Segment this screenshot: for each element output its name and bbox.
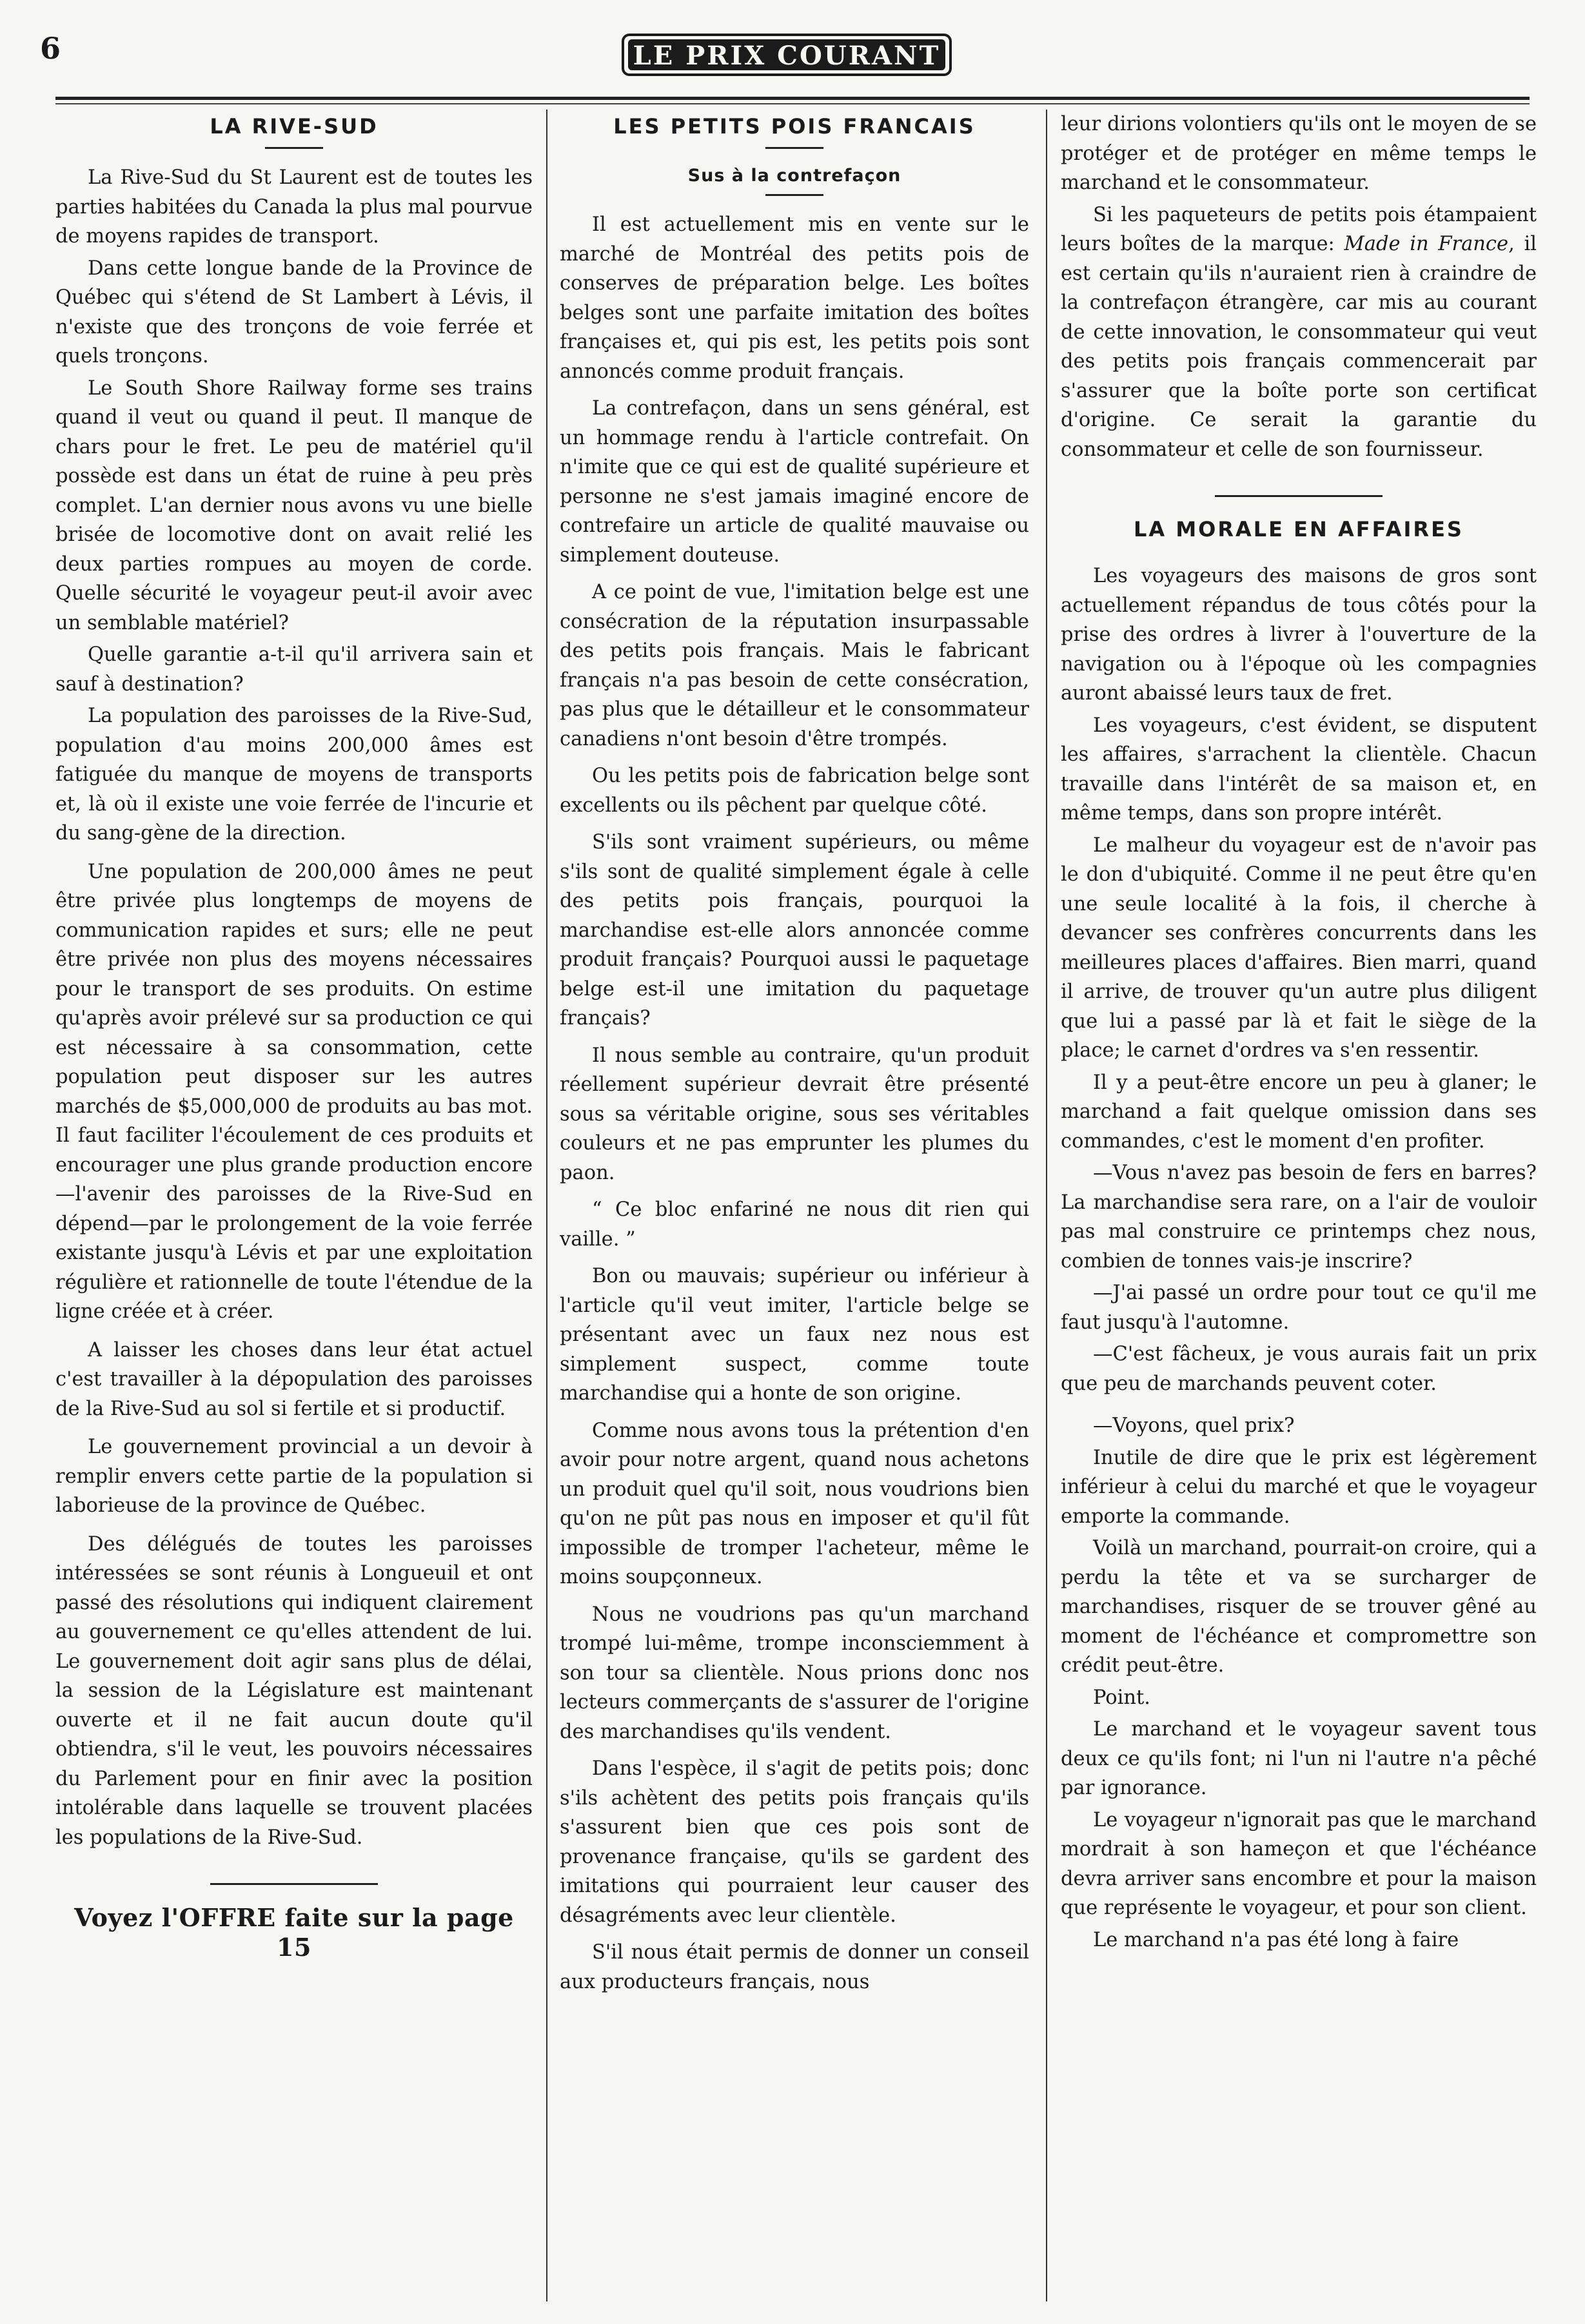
text-run: Si les paqueteurs de petits pois étampaient leurs boîtes de la marque: [1061,203,1537,255]
article-subtitle: Sus à la contrefaçon [687,166,901,186]
paragraph: La Rive-Sud du St Laurent est de toutes les parties habitées du Canada la plus mal pourvue de moyens rapides de transport. [55,166,533,248]
made-in-france-mark: Made in France [1344,233,1509,255]
header-rule [55,97,1530,100]
paragraph: Point. [1093,1686,1150,1709]
paragraph: Le voyageur n'ignorait pas que le marchand mordrait à son hameçon et que l'échéance devra arriver sans encombre et pour la maison que représente le voyageur, et pour son client. [1061,1808,1537,1919]
title-dash [765,147,823,149]
paragraph: Le South Shore Railway forme ses trains quand il veut ou quand il peut. Il manque de chars pour le fret. Le peu de matériel qu'il possède est dans un état de ruine à peu près complet. L'an dernier nous avons vu une bielle brisée de locomotive dont on avait relié les deux parties rompues au moyen de corde. Quelle sécurité le voyageur peut-il avoir avec un semblable matériel? [55,376,533,634]
subtitle-dash [765,194,823,196]
page-number: 6 [40,31,61,66]
paragraph: Le malheur du voyageur est de n'avoir pas le don d'ubiquité. Comme il ne peut être qu'en une seule localité à la fois, il cherche à devancer ses confrères concurrents dans les meilleures places d'affaires. Bien marri, quand il arrive, de trouver qu'un autre plus diligent que lui a passé par là et fait le siège de la place; le carnet d'ordres va s'en ressentir. [1061,834,1537,1062]
paragraph: Dans l'espèce, il s'agit de petits pois; donc s'ils achètent des petits pois français qu'ils s'assurent bien que ces pois sont de provenance française, qu'ils se gardent des imitations qui pourraient leur causer des désagréments avec leur clientèle. [560,1757,1029,1927]
paragraph: La population des paroisses de la Rive-Sud, population d'au moins 200,000 âmes est fatiguée du manque de moyens de transports et, là où il existe une voie ferrée de l'incurie et du sang-gène de la direction. [55,705,533,845]
masthead-logo [619,19,954,84]
column-rule [546,110,547,2301]
paragraph: Les voyageurs, c'est évident, se disputent les affaires, s'arrachent la clientèle. Chacun travaille dans l'intérêt de sa maison et, en même temps, dans son propre intérêt. [1061,714,1537,825]
column-morale-affaires [1061,110,1537,1957]
masthead-title: LE PRIX COURANT [633,41,941,71]
offer-notice: Voyez l'OFFRE faite sur la page 15 [74,1903,514,1962]
dialogue: —J'ai passé un ordre pour tout ce qu'il me faut jusqu'à l'automne. [1061,1282,1537,1334]
paragraph: A laisser les choses dans leur état actuel c'est travailler à la dépopulation des paroisses de la Rive-Sud au sol si fertile et si productif. [55,1338,533,1420]
text-run: , il est certain qu'ils n'auraient rien à craindre de la contrefaçon étrangère, car mis au courant de cette innovation, le consommateur qui veut des petits pois français commencerait par s'assurer que la boîte porte son certificat d'origine. Ce serait la garantie du consommateur et celle de son fournisseur. [1061,233,1537,461]
article-title-petits-pois: LES PETITS POIS FRANCAIS [613,114,976,139]
paragraph: S'il nous était permis de donner un conseil aux producteurs français, nous [560,1941,1029,1993]
paragraph: Quelle garantie a-t-il qu'il arrivera sain et sauf à destination? [55,643,533,696]
article-title-morale: LA MORALE EN AFFAIRES [1134,517,1464,542]
paragraph: Voilà un marchand, pourrait-on croire, qui a perdu la tête et va se surcharger de marchandises, risquer de se trouver gêné au moment de l'échéance et compromettre son crédit peut-être. [1061,1537,1537,1677]
dialogue: —C'est fâcheux, je vous aurais fait un prix que peu de marchands peuvent coter. [1061,1343,1537,1395]
paragraph: S'ils sont vraiment supérieurs, ou même s'ils sont de qualité simplement égale à celle des petits pois français, pourquoi la marchandise est-elle alors annoncée comme produit français? Pourquoi aussi le paquetage belge est-il une imitation du paquetage français? [560,831,1029,1030]
column-rule [1046,110,1047,2301]
paragraph: Comme nous avons tous la prétention d'en avoir pour notre argent, quand nous achetons un produit quel qu'il soit, nous voudrions bien qu'on ne pût pas nous en imposer et qu'il fût impossible de tromper l'acheteur, même le moins soupçonneux. [560,1419,1029,1588]
paragraph: A ce point de vue, l'imitation belge est une consécration de la réputation insurpassable des petits pois français. Mais le fabricant français n'a pas besoin de cette consécration, pas plus que le détailleur et le consommateur canadiens n'ont besoin d'être trompés. [560,581,1029,750]
paragraph: Des délégués de toutes les paroisses intéressées se sont réunis à Longueuil et ont passé des résolutions qui indiquent clairement au gouvernement ce qu'elles attendent de lui. Le gouvernement doit agir sans plus de délai, la session de la Législature est maintenant ouverte et il ne fait aucun doute qu'il obtiendra, s'il le veut, les pouvoirs nécessaires du Parlement pour en finir avec la position intolérable dans laquelle se trouvent placées les populations de la Rive-Sud. [55,1532,533,1849]
header-rule-thin [55,103,1530,104]
title-dash [265,147,323,149]
section-separator [210,1883,378,1885]
paragraph: Inutile de dire que le prix est légèrement inférieur à celui du marché et que le voyageur emporte la commande. [1061,1446,1537,1528]
section-separator [1215,495,1383,497]
paragraph: Le marchand n'a pas été long à faire [1093,1928,1459,1951]
dialogue: —Voyons, quel prix? [1093,1414,1295,1437]
column-petits-pois [560,110,1029,1999]
paragraph: Bon ou mauvais; supérieur ou inférieur à l'article qu'il veut imiter, l'article belge se présentant avec un faux nez nous est simplement suspect, comme toute marchandise qui a honte de son origine. [560,1265,1029,1405]
dialogue: —Vous n'avez pas besoin de fers en barres? La marchandise sera rare, on a l'air de vouloir pas mal construire ce printemps chez nous, combien de tonnes vais-je inscrire? [1061,1162,1537,1273]
article-title-rive-sud: LA RIVE-SUD [210,114,379,139]
column-rive-sud [55,110,533,1964]
quotation: “ Ce bloc enfariné ne nous dit rien qui vaille. ” [560,1198,1029,1251]
paragraph: Les voyageurs des maisons de gros sont actuellement répandus de tous côtés pour la prise des ordres à livrer à l'ouverture de la navigation ou à l'époque où les compagnies auront abaissé leurs taux de fret. [1061,565,1537,705]
paragraph: Une population de 200,000 âmes ne peut être privée plus longtemps de moyens de communication rapides et surs; elle ne peut être privée non plus des moyens nécessaires pour le transport de ses produits. On estime qu'après avoir prélevé sur sa production ce qui est nécessaire à sa consommation, cette population peut disposer sur les autres marchés de $5,000,000 de produits au bas mot. Il faut faciliter l'écoulement de ces produits et encourager une plus grande production encore—l'avenir des paroisses de la Rive-Sud en dépend—par le prolongement de la voie ferrée existante jusqu'à Lévis et par une exploitation régulière et rationnelle de toute l'étendue de la ligne créée et à créer. [55,860,533,1323]
paragraph: Ou les petits pois de fabrication belge sont excellents ou ils pêchent par quelque côté. [560,765,1029,817]
paragraph: La contrefaçon, dans un sens général, est un hommage rendu à l'article contrefait. On n'imite que ce qui est de qualité supérieure et personne ne s'est jamais imaginé encore de contrefaire un article de qualité mauvaise ou simplement douteuse. [560,397,1029,567]
paragraph: Le gouvernement provincial a un devoir à remplir envers cette partie de la population si laborieuse de la province de Québec. [55,1436,533,1517]
paragraph-continued: leur dirions volontiers qu'ils ont le moyen de se protéger et de protéger en même temps le marchand et le consommateur. [1061,113,1537,194]
paragraph: Il est actuellement mis en vente sur le marché de Montréal des petits pois de conserves de préparation belge. Les boîtes belges sont une parfaite imitation des boîtes françaises et, qui pis est, les petits pois sont annoncés comme produit français. [560,213,1029,383]
paragraph: Il y a peut-être encore un peu à glaner; le marchand a fait quelque omission dans ses commandes, c'est le moment d'en profiter. [1061,1071,1537,1153]
paragraph: Il nous semble au contraire, qu'un produit réellement supérieur devrait être présenté sous sa véritable origine, sous ses véritables couleurs et ne pas emprunter les plumes du paon. [560,1044,1029,1184]
paragraph: Dans cette longue bande de la Province de Québec qui s'étend de St Lambert à Lévis, il n'existe que des tronçons de voie ferrée et quels tronçons. [55,257,533,367]
paragraph: Le marchand et le voyageur savent tous deux ce qu'ils font; ni l'un ni l'autre n'a pêché par ignorance. [1061,1718,1537,1799]
paragraph [1061,200,1537,465]
paragraph: Nous ne voudrions pas qu'un marchand trompé lui-même, trompe inconsciemment à son tour sa clientèle. Nous prions donc nos lecteurs commerçants de s'assurer de l'origine des marchandises qu'ils vendent. [560,1603,1029,1743]
